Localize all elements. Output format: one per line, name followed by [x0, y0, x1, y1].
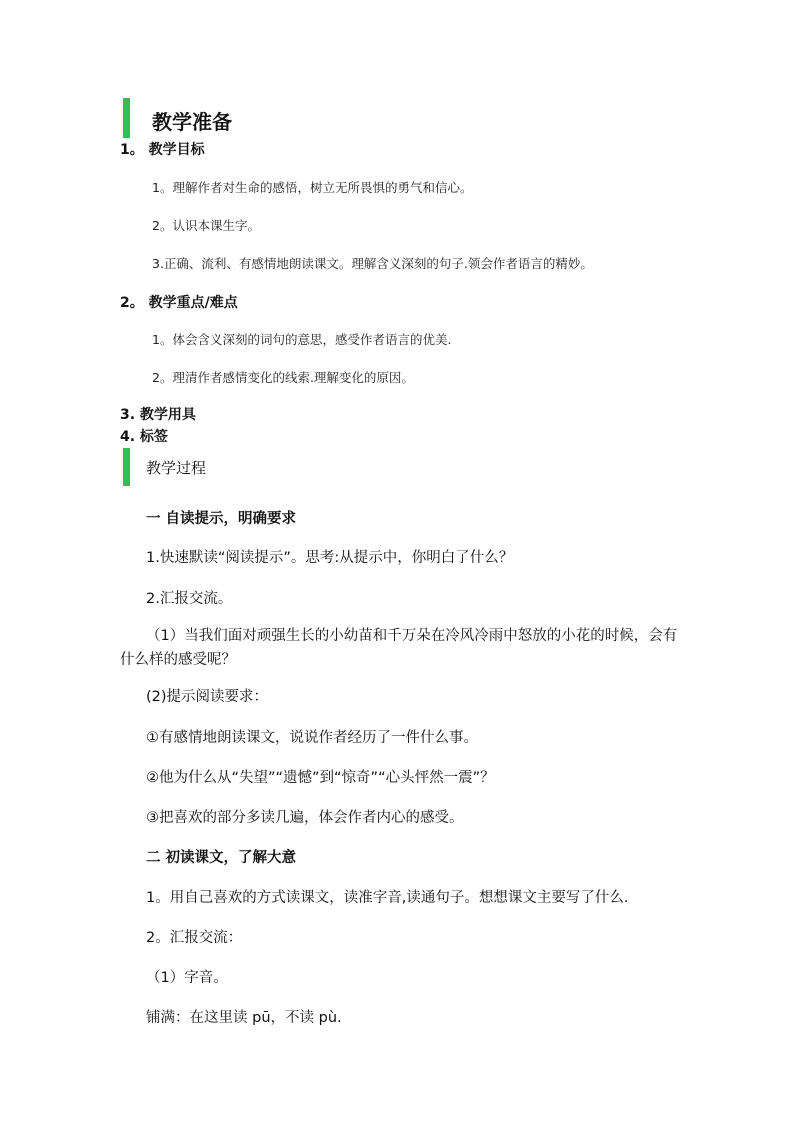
goal-item-3: 3.正确、流利、有感情地朗读课文。理解含义深刻的句子.领会作者语言的精妙。: [152, 256, 593, 271]
key-point-item-2: 2。理清作者感情变化的线索.理解变化的原因。: [152, 370, 414, 385]
process-line: ②他为什么从“失望”“遗憾”到“惊奇”“心头怦然一震”？: [146, 770, 495, 786]
heading-tags: 4. 标签: [120, 429, 168, 445]
process-line: (2)提示阅读要求：: [146, 689, 269, 705]
key-point-item-1: 1。体会含义深刻的词句的意思，感受作者语言的优美.: [152, 332, 452, 347]
process-heading-2: 二 初读课文，了解大意: [146, 850, 297, 866]
process-line: ①有感情地朗读课文，说说作者经历了一件什么事。: [146, 730, 478, 746]
process-paragraph: （1）当我们面对顽强生长的小幼苗和千万朵在冷风冷雨中怒放的小花的时候，会有什么样的感受呢？: [120, 628, 678, 668]
section-title-process: 教学过程: [146, 459, 207, 477]
heading-teaching-goals: 1。 教学目标: [120, 142, 205, 158]
goal-item-1: 1。理解作者对生命的感悟，树立无所畏惧的勇气和信心。: [152, 180, 473, 195]
heading-teaching-tools: 3. 教学用具: [120, 407, 196, 423]
process-heading-1: 一 自读提示，明确要求: [146, 511, 297, 527]
section-marker-bar: [123, 448, 130, 486]
goal-item-2: 2。认识本课生字。: [152, 218, 260, 233]
process-line: （1）字音。: [146, 970, 228, 986]
heading-key-points: 2。 教学重点/难点: [120, 295, 238, 311]
process-line: 2。汇报交流：: [146, 930, 243, 946]
section-title-preparation: 教学准备: [152, 110, 232, 134]
process-line: ③把喜欢的部分多读几遍，体会作者内心的感受。: [146, 810, 464, 826]
process-line: 铺满：在这里读 pū，不读 pù.: [146, 1010, 342, 1026]
process-line: 1。用自己喜欢的方式读课文，读准字音,读通句子。想想课文主要写了什么.: [146, 890, 629, 906]
section-marker-bar: [123, 98, 130, 138]
process-line: 2.汇报交流。: [146, 591, 233, 607]
process-line: 1.快速默读“阅读提示”。思考:从提示中，你明白了什么？: [146, 550, 514, 566]
